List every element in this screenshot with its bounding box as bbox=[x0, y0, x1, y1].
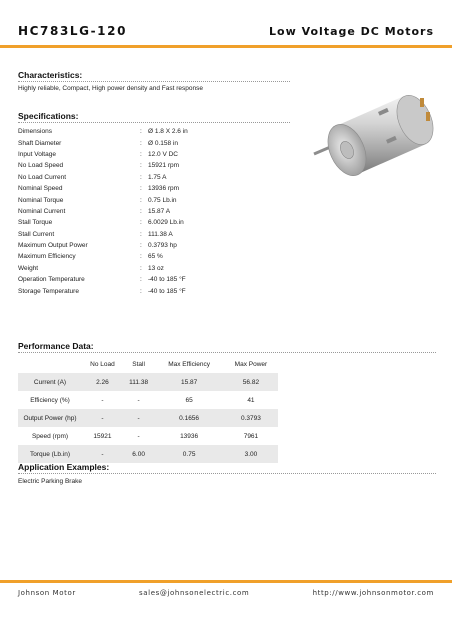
characteristics-text: Highly reliable, Compact, High power density and Fast response bbox=[18, 85, 203, 92]
column-header: Stall bbox=[132, 360, 145, 368]
table-cell: 65 bbox=[185, 396, 193, 404]
characteristics-divider bbox=[18, 81, 290, 82]
spec-separator: : bbox=[140, 287, 142, 295]
column-header: Max Efficiency bbox=[168, 360, 210, 368]
column-header: Max Power bbox=[234, 360, 268, 368]
table-cell: - bbox=[137, 414, 140, 422]
spec-label: Nominal Speed bbox=[18, 185, 63, 193]
footer-email[interactable]: sales@johnsonelectric.com bbox=[139, 589, 250, 597]
spec-row bbox=[18, 206, 288, 217]
spec-separator: : bbox=[140, 196, 142, 204]
table-cell: 41 bbox=[247, 396, 255, 404]
table-row bbox=[18, 427, 278, 445]
spec-separator: : bbox=[140, 276, 142, 284]
table-cell: 56.82 bbox=[242, 378, 260, 386]
spec-label: Shaft Diameter bbox=[18, 139, 62, 147]
performance-header-row bbox=[18, 355, 278, 373]
spec-label: Stall Current bbox=[18, 230, 55, 238]
table-cell: - bbox=[137, 396, 140, 404]
spec-value: 1.75 A bbox=[148, 173, 167, 181]
performance-table bbox=[18, 355, 278, 463]
spec-value: 0.75 Lb.in bbox=[148, 196, 177, 204]
spec-label: Nominal Torque bbox=[18, 196, 64, 204]
spec-label: Nominal Current bbox=[18, 207, 66, 215]
footer-accent-rule bbox=[0, 580, 452, 583]
spec-value: -40 to 185 °F bbox=[148, 287, 186, 295]
row-label: Speed (rpm) bbox=[31, 432, 69, 440]
spec-label: No Load Speed bbox=[18, 162, 64, 170]
spec-label: Stall Torque bbox=[18, 219, 53, 227]
product-model: HC783LG-120 bbox=[18, 24, 128, 38]
spec-row bbox=[18, 229, 288, 240]
spec-row bbox=[18, 137, 288, 148]
table-row bbox=[18, 409, 278, 427]
page-header bbox=[18, 24, 434, 38]
row-label: Current (A) bbox=[33, 378, 67, 386]
spec-separator: : bbox=[140, 207, 142, 215]
table-cell: - bbox=[101, 396, 104, 404]
spec-value: -40 to 185 °F bbox=[148, 276, 186, 284]
characteristics-title: Characteristics: bbox=[18, 70, 83, 80]
spec-value: 13936 rpm bbox=[148, 185, 180, 193]
spec-separator: : bbox=[140, 253, 142, 261]
spec-value: Ø 1.8 X 2.6 in bbox=[148, 128, 188, 136]
table-cell: - bbox=[137, 432, 140, 440]
spec-value: 111.38 A bbox=[148, 230, 173, 238]
performance-corner-cell bbox=[18, 355, 82, 373]
spec-separator: : bbox=[140, 230, 142, 238]
footer-website[interactable]: http://www.johnsonmotor.com bbox=[312, 589, 434, 597]
spec-separator: : bbox=[140, 185, 142, 193]
spec-row bbox=[18, 160, 288, 171]
spec-value: 12.0 V DC bbox=[148, 150, 178, 158]
table-cell: 0.3793 bbox=[240, 414, 261, 422]
table-cell: 15.87 bbox=[180, 378, 198, 386]
row-label: Efficiency (%) bbox=[30, 396, 70, 404]
row-label: Torque (Lb.in) bbox=[29, 450, 71, 458]
spec-row bbox=[18, 126, 288, 137]
spec-value: 0.3793 hp bbox=[148, 242, 177, 250]
table-cell: 7961 bbox=[243, 432, 259, 440]
performance-title: Performance Data: bbox=[18, 341, 94, 351]
spec-row bbox=[18, 217, 288, 228]
spec-value: Ø 0.158 in bbox=[148, 139, 178, 147]
applications-title: Application Examples: bbox=[18, 462, 110, 472]
spec-label: Input Voltage bbox=[18, 150, 56, 158]
spec-separator: : bbox=[140, 150, 142, 158]
spec-row bbox=[18, 240, 288, 251]
spec-row bbox=[18, 149, 288, 160]
spec-row bbox=[18, 274, 288, 285]
spec-label: Weight bbox=[18, 264, 39, 272]
specifications-title: Specifications: bbox=[18, 111, 79, 121]
product-category: Low Voltage DC Motors bbox=[269, 25, 434, 38]
table-cell: 111.38 bbox=[129, 378, 149, 386]
spec-value: 15921 rpm bbox=[148, 162, 180, 170]
applications-divider bbox=[18, 473, 436, 474]
table-cell: 13936 bbox=[180, 432, 199, 440]
spec-label: Storage Temperature bbox=[18, 287, 79, 295]
footer-company: Johnson Motor bbox=[18, 589, 76, 597]
spec-separator: : bbox=[140, 173, 142, 181]
table-cell: - bbox=[101, 450, 104, 458]
spec-label: Operation Temperature bbox=[18, 276, 85, 284]
spec-label: Maximum Efficiency bbox=[18, 253, 76, 261]
performance-divider bbox=[18, 352, 436, 353]
table-row bbox=[18, 445, 278, 463]
row-label: Output Power (hp) bbox=[23, 414, 77, 422]
spec-separator: : bbox=[140, 162, 142, 170]
table-cell: - bbox=[101, 414, 104, 422]
spec-label: Dimensions bbox=[18, 128, 52, 136]
table-cell: 15921 bbox=[93, 432, 112, 440]
spec-separator: : bbox=[140, 139, 142, 147]
spec-label: Maximum Output Power bbox=[18, 242, 88, 250]
spec-row bbox=[18, 263, 288, 274]
spec-separator: : bbox=[140, 264, 142, 272]
motor-image bbox=[312, 78, 436, 176]
table-cell: 2.26 bbox=[96, 378, 109, 386]
spec-separator: : bbox=[140, 242, 142, 250]
spec-value: 15.87 A bbox=[148, 207, 171, 215]
column-header: No Load bbox=[90, 360, 115, 368]
table-cell: 0.75 bbox=[182, 450, 196, 458]
table-row bbox=[18, 373, 278, 391]
spec-row bbox=[18, 172, 288, 183]
spec-value: 6.0029 Lb.in bbox=[148, 219, 184, 227]
page-footer bbox=[18, 589, 434, 597]
applications-text: Electric Parking Brake bbox=[18, 478, 82, 485]
table-cell: 3.00 bbox=[244, 450, 258, 458]
spec-value: 65 % bbox=[148, 253, 163, 261]
spec-row bbox=[18, 251, 288, 262]
table-row bbox=[18, 391, 278, 409]
spec-row bbox=[18, 183, 288, 194]
specifications-divider bbox=[18, 122, 290, 123]
spec-separator: : bbox=[140, 128, 142, 136]
table-cell: 6.00 bbox=[132, 450, 145, 458]
spec-row bbox=[18, 285, 288, 296]
header-accent-rule bbox=[0, 45, 452, 48]
spec-row bbox=[18, 194, 288, 205]
spec-value: 13 oz bbox=[148, 264, 164, 272]
spec-separator: : bbox=[140, 219, 142, 227]
specifications-list bbox=[18, 126, 288, 297]
table-cell: 0.1656 bbox=[179, 414, 200, 422]
spec-label: No Load Current bbox=[18, 173, 67, 181]
